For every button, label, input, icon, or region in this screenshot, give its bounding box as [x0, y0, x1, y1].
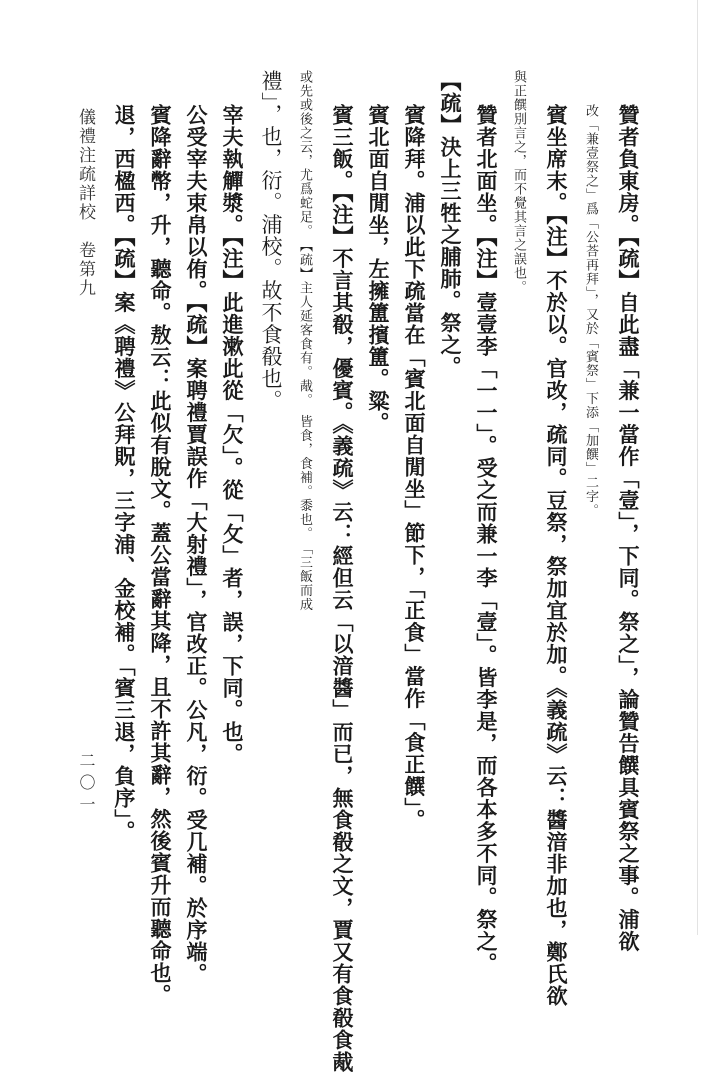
- text-column-2: 改「兼壹祭之」爲「公荅再拜」，又於「賓祭」下添「加饌」二字。: [583, 104, 598, 518]
- text-column-10: 或先或後之云，尤爲蛇足。 【疏】主人延客食有。胾。 皆食，食補。黍也。 「三飯而成: [297, 70, 312, 612]
- page-edge: [697, 0, 698, 935]
- text-column-9: 賓三飯。【注】不言其殽，優賓。《義疏》云：經但云「以湆醬」而已，無食殽之文，賈又有食殽食胾: [330, 104, 355, 1073]
- text-column-1: 贊者負東房。【疏】自此盡「兼一當作「壹」，下同。祭之」，論贊告饌具賓祭之事。浦欲: [616, 104, 641, 953]
- running-header: 儀禮注疏詳校 卷第九: [75, 108, 95, 298]
- text-column-6: 【疏】決上三牲之脯肺。祭之。: [438, 70, 463, 378]
- text-column-5: 贊者北面坐。【注】壹壹李「一一」。受之而兼一李「壹」。皆李是，而各本多不同。祭之。: [474, 104, 499, 975]
- page-number: 二〇一: [77, 752, 96, 818]
- text-column-13: 公受宰夫束帛以侑。【疏】案聘禮賈誤作「大射禮」，官改正。公凡，衍。受几補。於序端。: [184, 104, 209, 985]
- text-column-3: 賓坐席末。【注】不於以。官改，疏同。豆祭，祭加宜於加。《義疏》云：醬湆非加也，鄭氏欲: [544, 104, 569, 1007]
- text-column-11: 禮」，也，衍。浦校。故不食殽也。: [259, 70, 283, 412]
- text-column-14: 賓降辭幣，升，聽命。敖云：此似有脫文。蓋公當辭其降，且不許其辭，然後賓升而聽命也。: [148, 104, 173, 1006]
- text-column-12: 宰夫執觶漿。【注】此進漱此從「欠」。從「攵」者，誤，下同。也。: [220, 104, 245, 765]
- text-column-15: 退，西楹西。【疏】案《聘禮》公拜貺，三字浦、金校補。「賓三退，負序」。: [112, 104, 137, 843]
- text-column-8: 賓北面自閒坐，左擁簠擯簠。粱。: [366, 104, 391, 434]
- text-column-7: 賓降拜。浦以此下疏當在「賓北面自閒坐」節下，「正食」當作「食正饌」。: [402, 104, 427, 831]
- text-column-4: 與正饌別言之，而不覺其言之誤也。: [511, 70, 526, 294]
